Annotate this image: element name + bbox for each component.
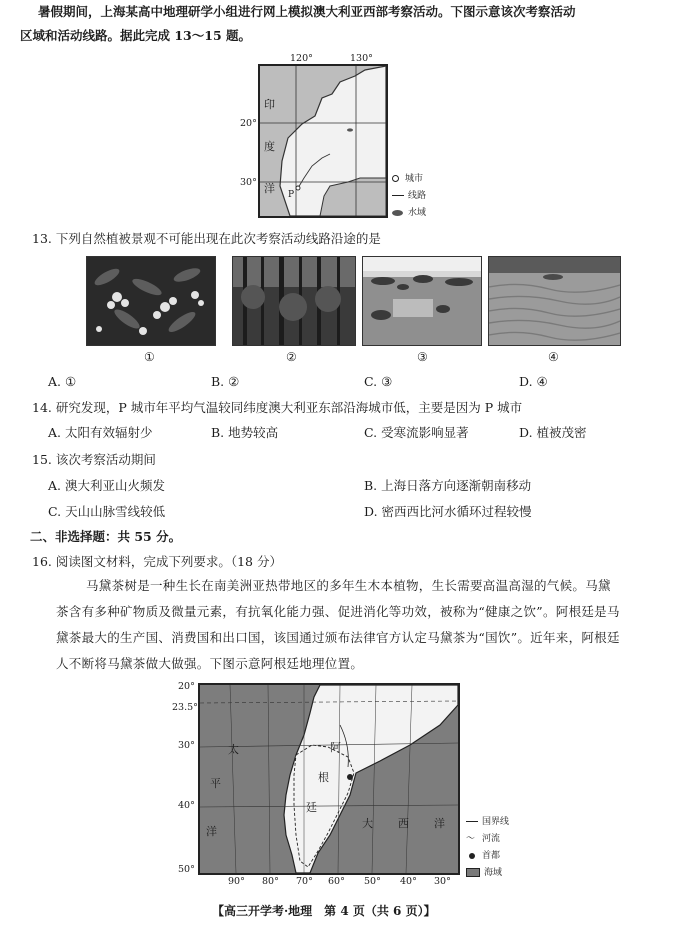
- map2-pacific-char-2: 平: [210, 777, 221, 790]
- map2-lon-70: 70°: [296, 876, 313, 887]
- fruit-tree-image: [87, 257, 215, 345]
- intro-line-1: 暑假期间，上海某高中地理研学小组进行网上模拟澳大利亚西部考察活动。下图示意该次考察活动: [38, 4, 576, 19]
- page-footer: 【高三开学考·地理 第 4 页（共 6 页）】: [212, 904, 436, 918]
- water-blob-icon: [392, 210, 403, 216]
- map2-lat-23-5: 23.5°: [172, 702, 198, 713]
- city-dot-icon: [392, 175, 399, 182]
- river-icon: ～: [466, 834, 476, 844]
- map2-pacific-char-1: 太: [228, 743, 239, 756]
- map2-atlantic-char-3: 洋: [434, 817, 445, 830]
- q13-photo-2: [232, 256, 356, 346]
- map1-lat-20: 20°: [240, 118, 257, 129]
- q15-option-a: A. 澳大利亚山火频发: [48, 478, 165, 493]
- q14-stem: 14. 研究发现，P 城市年平均气温较同纬度澳大利亚东部沿海城市低，主要是因为 P 城市: [32, 400, 523, 415]
- map2-atlantic-char-2: 西: [398, 817, 409, 830]
- q13-stem: 13. 下列自然植被景观不可能出现在此次考察活动线路沿途的是: [32, 231, 381, 246]
- map2-legend-border: [466, 814, 509, 827]
- legend-label: 河流: [482, 834, 501, 844]
- q13-option-a: A. ①: [48, 374, 77, 389]
- map2-lon-60: 60°: [328, 876, 345, 887]
- map1-legend-water: [392, 205, 426, 218]
- sea-area-icon: [466, 868, 480, 877]
- q14-option-c: C. 受寒流影响显著: [364, 425, 469, 440]
- q13-option-d: D. ④: [519, 374, 548, 389]
- q13-photo-number-1: ①: [144, 350, 155, 364]
- q16-stem: 16. 阅读图文材料，完成下列要求。（18 分）: [32, 554, 282, 569]
- map1-ocean-char-2: 度: [264, 140, 275, 153]
- map2-lat-40: 40°: [178, 800, 195, 811]
- q14-option-b: B. 地势较高: [211, 425, 279, 440]
- map2-lon-90: 90°: [228, 876, 245, 887]
- map2-country-char-2: 根: [318, 771, 329, 784]
- legend-label: 线路: [408, 191, 427, 201]
- route-line-icon: [392, 195, 404, 196]
- q14-option-d: D. 植被茂密: [519, 425, 587, 440]
- map2-pacific-char-3: 洋: [206, 825, 217, 838]
- map2-argentina: [198, 683, 460, 875]
- map2-lat-20: 20°: [178, 681, 195, 692]
- q16-paragraph-line-1: 马黛茶树是一种生长在南美洲亚热带地区的多年生木本植物，生长需要高温高湿的气候。马黛: [86, 578, 611, 593]
- legend-label: 城市: [405, 174, 424, 184]
- q13-photo-1: [86, 256, 216, 346]
- q15-option-c: C. 天山山脉雪线较低: [48, 504, 166, 519]
- map1-ocean-char-1: 印: [264, 98, 275, 111]
- map2-lon-30: 30°: [434, 876, 451, 887]
- q16-paragraph-line-2: 茶含有多种矿物质及微量元素，有抗氧化能力强、促进消化等功效，被称为“健康之饮”。阿根廷是马: [56, 604, 620, 619]
- q13-photo-4: [488, 256, 621, 346]
- map1-svg: [260, 66, 386, 216]
- map2-legend-river: [466, 831, 500, 844]
- legend-label: 海域: [484, 868, 503, 878]
- map2-legend-capital: [466, 848, 500, 861]
- capital-dot-icon: [469, 853, 475, 859]
- legend-label: 国界线: [482, 817, 510, 827]
- map1-lon-120: 120°: [290, 53, 313, 64]
- q13-photo-number-3: ③: [417, 350, 428, 364]
- map2-lon-50: 50°: [364, 876, 381, 887]
- map2-country-char-1: 阿: [330, 741, 341, 754]
- q13-option-c: C. ③: [364, 374, 393, 389]
- map2-legend-sea: [466, 865, 502, 878]
- map2-country-char-3: 廷: [306, 801, 317, 814]
- map1-point-p: P: [288, 190, 295, 200]
- q13-photo-number-2: ②: [286, 350, 297, 364]
- map2-lat-50: 50°: [178, 864, 195, 875]
- map1-ocean-char-3: 洋: [264, 182, 275, 195]
- section-2-heading: 二、非选择题：共 55 分。: [30, 529, 182, 544]
- q15-option-b: B. 上海日落方向逐渐朝南移动: [364, 478, 532, 493]
- map1-legend-city: [392, 171, 423, 184]
- map2-svg: [200, 685, 458, 873]
- border-line-icon: [466, 821, 478, 822]
- map1-lon-130: 130°: [350, 53, 373, 64]
- q16-paragraph-line-3: 黛茶最大的生产国、消费国和出口国，该国通过颁布法律官方认定马黛茶为“国饮”。近年来，阿根廷: [56, 630, 620, 645]
- savanna-image: [363, 257, 481, 345]
- q13-photo-3: [362, 256, 482, 346]
- q15-stem: 15. 该次考察活动期间: [32, 452, 156, 467]
- intro-line-2: 区域和活动线路。据此完成 13～15 题。: [20, 28, 251, 43]
- map1-western-australia: [258, 64, 388, 218]
- q13-photo-number-4: ④: [548, 350, 559, 364]
- q16-paragraph-line-4: 人不断将马黛茶做大做强。下图示意阿根廷地理位置。: [56, 656, 364, 671]
- map1-lat-30: 30°: [240, 177, 257, 188]
- legend-label: 水域: [408, 208, 427, 218]
- desert-image: [489, 257, 620, 345]
- q14-option-a: A. 太阳有效辐射少: [48, 425, 153, 440]
- q15-option-d: D. 密西西比河水循环过程较慢: [364, 504, 532, 519]
- forest-image: [233, 257, 355, 345]
- map1-legend-route: [392, 188, 426, 201]
- map2-atlantic-char-1: 大: [362, 817, 373, 830]
- q13-option-b: B. ②: [211, 374, 240, 389]
- map2-lat-30: 30°: [178, 740, 195, 751]
- map2-lon-40: 40°: [400, 876, 417, 887]
- map2-lon-80: 80°: [262, 876, 279, 887]
- legend-label: 首都: [482, 851, 501, 861]
